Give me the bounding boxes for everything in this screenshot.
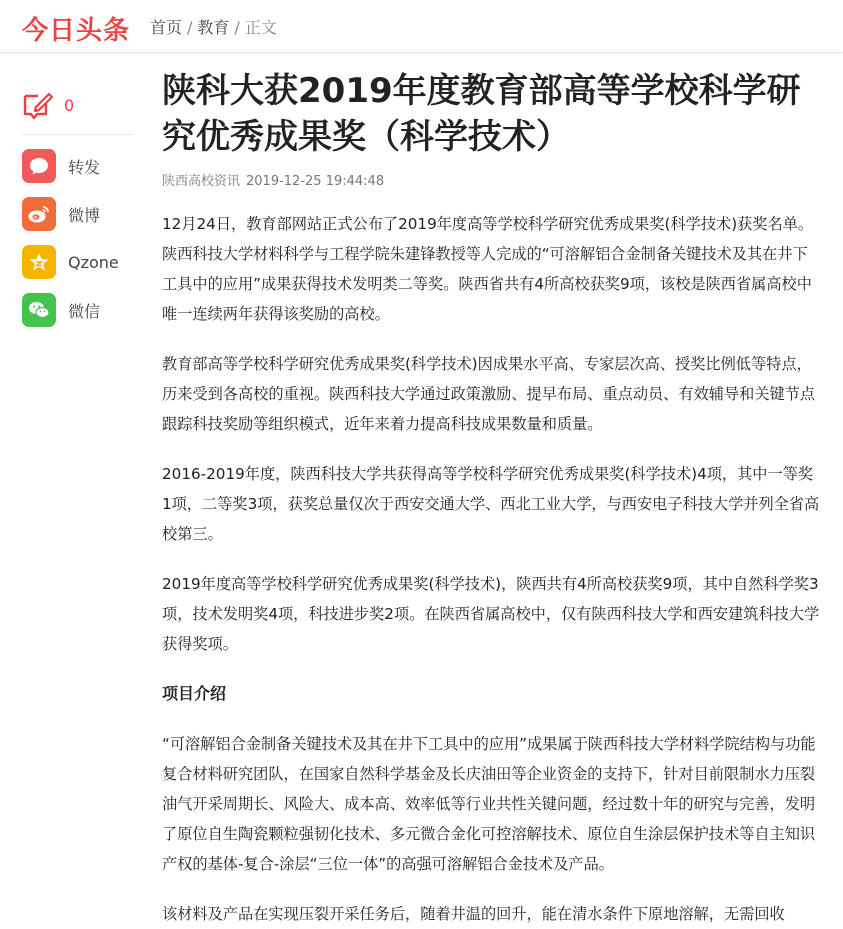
article-meta — [162, 170, 822, 189]
share-wechat[interactable] — [22, 293, 132, 327]
share-wechat-label: 微信 — [68, 301, 101, 321]
breadcrumb-education[interactable]: 教育 — [197, 18, 230, 37]
article-paragraph: 该材料及产品在实现压裂开采任务后，随着井温的回升，能在清水条件下原地溶解，无需回收 — [162, 905, 785, 923]
article-time: 2019-12-25 19:44:48 — [246, 174, 385, 189]
top-bar — [0, 0, 843, 53]
weibo-icon — [22, 197, 56, 231]
share-sidebar — [22, 88, 132, 327]
repost-icon — [22, 149, 56, 183]
article-paragraph: 教育部高等学校科学研究优秀成果奖(科学技术)因成果水平高、专家层次高、授奖比例低等特点，历来受到各高校的重视。陕西科技大学通过政策激励、提早布局、重点动员、有效辅导和关键节点跟踪科技奖励等组织模式，近年来着力提高科技成果数量和质量。 — [162, 355, 816, 433]
breadcrumb — [150, 15, 277, 38]
article-paragraph: 2019年度高等学校科学研究优秀成果奖(科学技术)，陕西共有4所高校获奖9项，其中自然科学奖3项，技术发明奖4项，科技进步奖2项。在陕西省属高校中，仅有陕西科技大学和西安建筑科技大学获得奖项。 — [162, 575, 820, 653]
sidebar-divider — [22, 134, 132, 135]
article-source[interactable]: 陕西高校资讯 — [162, 174, 241, 189]
share-weibo-label: 微博 — [68, 205, 101, 225]
share-qzone-label: Qzone — [68, 252, 119, 272]
article-title: 陕科大获2019年度教育部高等学校科学研究优秀成果奖（科学技术） — [162, 71, 801, 157]
comment-edit-icon — [22, 90, 54, 120]
wechat-icon — [22, 293, 56, 327]
breadcrumb-current: 正文 — [244, 18, 277, 37]
breadcrumb-home[interactable]: 首页 — [150, 18, 183, 37]
article-paragraph: “可溶解铝合金制备关键技术及其在井下工具中的应用”成果属于陕西科技大学材料学院结构与功能复合材料研究团队，在国家自然科学基金及长庆油田等企业资金的支持下，针对目前限制水力压裂油气开采周期长、风险大、成本高、效率低等行业共性关键问题，经过数十年的研究与完善，发明了原位自生陶瓷颗粒强韧化技术、多元微合金化可控溶解技术、原位自生涂层保护技术等自主知识产权的基体-复合-涂层“三位一体”的高强可溶解铝合金技术及产品。 — [162, 735, 816, 873]
breadcrumb-separator: / — [187, 18, 193, 37]
share-qzone[interactable] — [22, 245, 132, 279]
share-repost[interactable] — [22, 149, 132, 183]
qzone-icon — [22, 245, 56, 279]
share-repost-label: 转发 — [68, 157, 101, 177]
article-paragraph: 12月24日，教育部网站正式公布了2019年度高等学校科学研究优秀成果奖(科学技术)获奖名单。陕西科技大学材料科学与工程学院朱建锋教授等人完成的“可溶解铝合金制备关键技术及其在井下工具中的应用”成果获得技术发明类二等奖。陕西省共有4所高校获奖9项，该校是陕西省属高校中唯一连续两年获得该奖励的高校。 — [162, 215, 814, 323]
article — [162, 68, 822, 929]
comment-button[interactable] — [22, 88, 132, 122]
site-logo[interactable]: 今日头条 — [22, 16, 131, 46]
breadcrumb-separator: / — [234, 18, 240, 37]
share-weibo[interactable] — [22, 197, 132, 231]
comment-count: 0 — [64, 95, 75, 115]
article-paragraph: 2016-2019年度，陕西科技大学共获得高等学校科学研究优秀成果奖(科学技术)4项，其中一等奖1项，二等奖3项，获奖总量仅次于西安交通大学、西北工业大学，与西安电子科技大学并列全省高校第三。 — [162, 465, 820, 543]
section-heading: 项目介绍 — [162, 684, 227, 703]
